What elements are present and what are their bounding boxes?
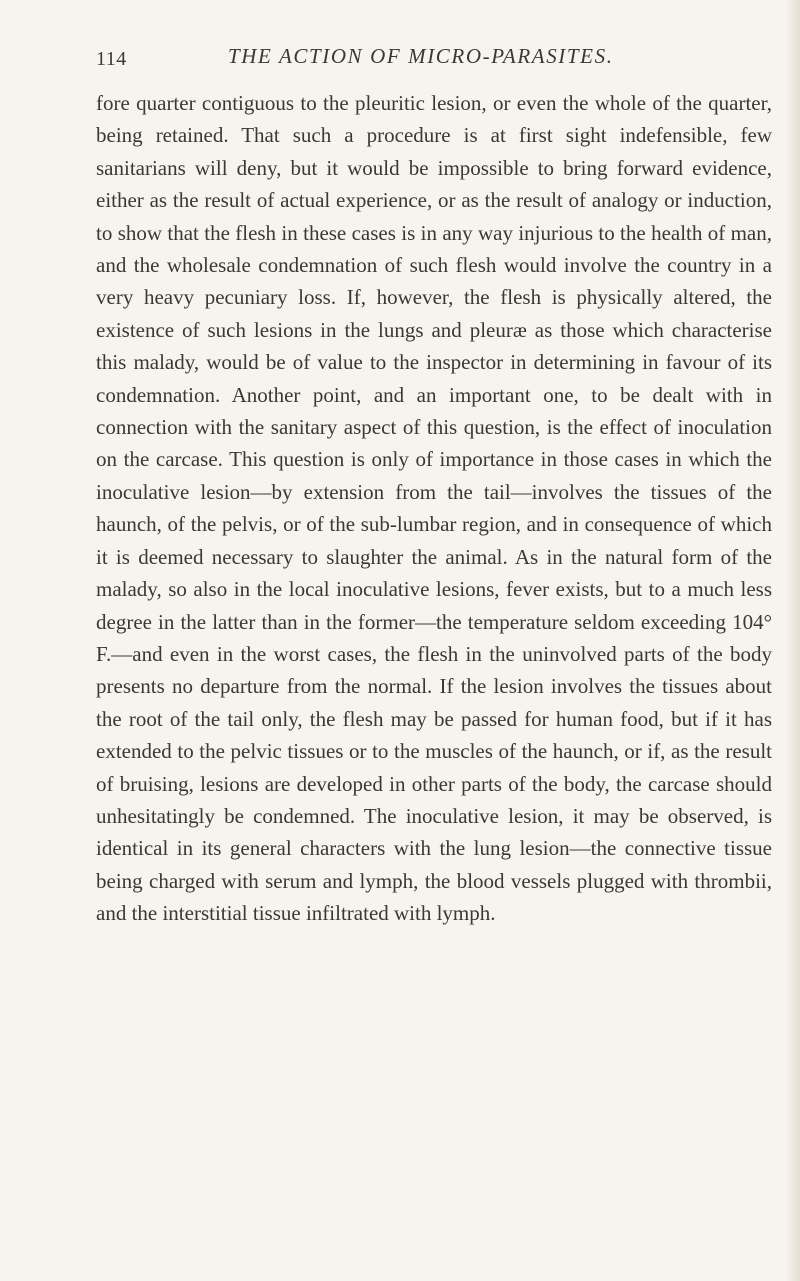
page-number: 114	[96, 48, 127, 70]
body-paragraph: fore quarter contiguous to the pleuritic lesion, or even the whole of the quarter, being retained. That such a procedure is at first sight indefensible, few sanitarians will deny, but it would be impossible to bring forward evidence, either as the result of actual experience, or as the result of analogy or induction, to show that the flesh in these cases is in any way injurious to the health of man, and the wholesale condemnation of such flesh would involve the country in a very heavy pecuniary loss. If, however, the flesh is physically altered, the existence of such lesions in the lungs and pleuræ as those which characterise this malady, would be of value to the inspector in determining in favour of its condemnation. Another point, and an important one, to be dealt with in connection with the sanitary aspect of this question, is the effect of inoculation on the carcase. This question is only of importance in those cases in which the inoculative lesion—by extension from the tail—involves the tissues of the haunch, of the pelvis, or of the sub-lumbar region, and in consequence of which it is deemed necessary to slaughter the animal. As in the natural form of the malady, so also in the local inoculative lesions, fever exists, but to a much less degree in the latter than in the former—the temperature seldom exceeding 104° F.—and even in the worst cases, the flesh in the uninvolved parts of the body presents no departure from the normal. If the lesion involves the tissues about the root of the tail only, the flesh may be passed for human food, but if it has extended to the pelvic tissues or to the muscles of the haunch, or if, as the result of bruising, lesions are developed in other parts of the body, the carcase should unhesitatingly be condemned. The inoculative lesion, it may be observed, is identical in its general characters with the lung lesion—the connective tissue being charged with serum and lymph, the blood vessels plugged with thrombii, and the interstitial tissue infiltrated with lymph.	[96, 91, 772, 926]
running-head	[96, 44, 656, 78]
page-edge-shadow	[786, 0, 800, 1281]
running-title: THE ACTION OF MICRO-PARASITES.	[228, 44, 614, 68]
